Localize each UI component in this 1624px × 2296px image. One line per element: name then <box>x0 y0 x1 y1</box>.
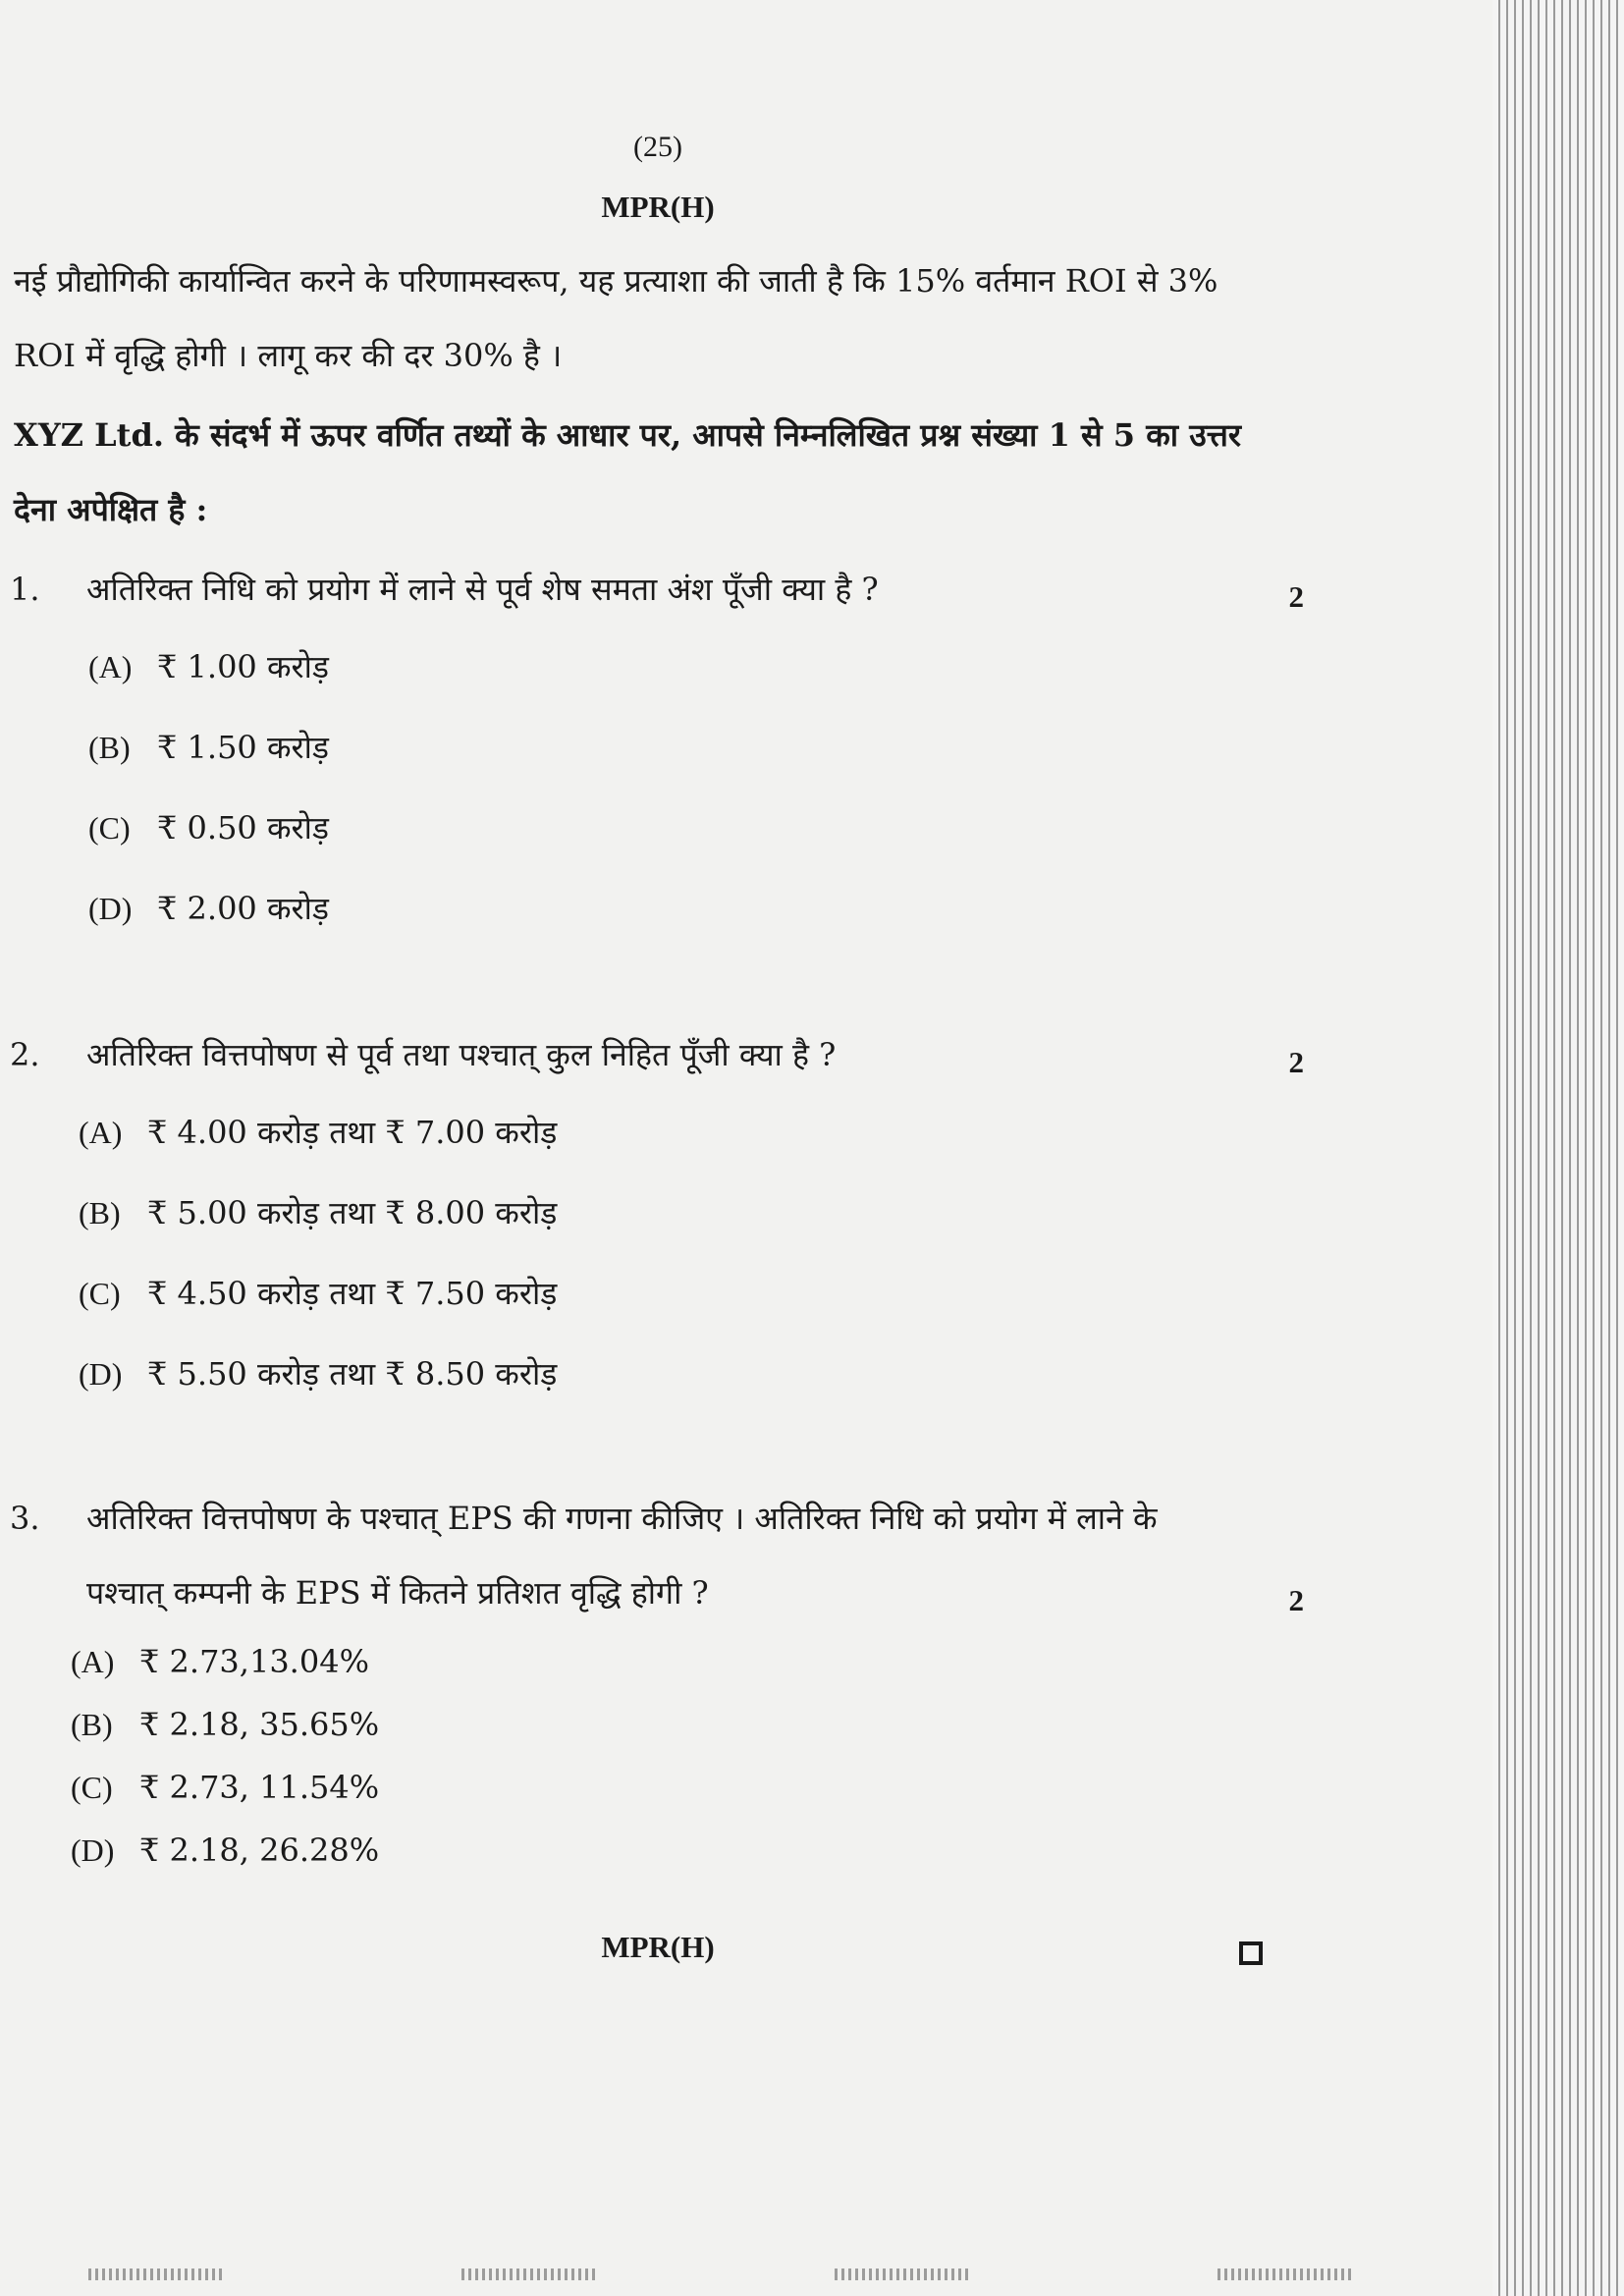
instruction-paragraph: XYZ Ltd. के संदर्भ में ऊपर वर्णित तथ्यों के आधार पर, आपसे निम्नलिखित प्रश्न संख्या 1 से 5 का उत्तर देना अपेक्षित है : <box>14 416 1241 528</box>
option-c <box>71 1756 1316 1819</box>
option-letter: (D) <box>71 1832 115 1868</box>
page-number: (25) <box>633 131 682 163</box>
option-d <box>71 1819 1316 1882</box>
marks-label: 2 <box>1288 1583 1304 1617</box>
question-2 <box>10 1017 1316 1414</box>
option-d <box>88 868 1316 949</box>
option-letter: (B) <box>88 730 131 765</box>
option-b <box>71 1693 1316 1756</box>
option-letter: (C) <box>88 810 131 846</box>
question-text: अतिरिक्त वित्तपोषण के पश्चात् EPS की गणना कीजिए । अतिरिक्त निधि को प्रयोग में लाने के पश्चात् कम्पनी के EPS में कितने प्रतिशत वृद्धि होगी ? <box>86 1500 1158 1612</box>
option-a <box>79 1092 1316 1173</box>
option-letter: (A) <box>88 649 133 684</box>
question-3 <box>10 1481 1316 1882</box>
option-text: ₹ 5.50 करोड़ तथा ₹ 8.50 करोड़ <box>147 1355 558 1393</box>
question-number: 2. <box>10 1036 40 1073</box>
option-a <box>88 627 1316 707</box>
scan-artifact <box>88 2269 226 2280</box>
scanner-edge <box>1492 0 1624 2296</box>
option-letter: (C) <box>71 1770 113 1805</box>
option-letter: (D) <box>88 891 133 926</box>
option-letter: (B) <box>71 1707 113 1742</box>
option-c <box>88 788 1316 868</box>
option-text: ₹ 2.73,13.04% <box>139 1643 369 1680</box>
option-text: ₹ 1.50 करोड़ <box>157 729 330 766</box>
marks-label: 2 <box>1288 579 1304 614</box>
question-number: 1. <box>10 571 40 608</box>
option-letter: (A) <box>79 1115 123 1150</box>
scan-artifact <box>461 2269 599 2280</box>
option-text: ₹ 2.18, 35.65% <box>139 1706 380 1743</box>
question-text: अतिरिक्त निधि को प्रयोग में लाने से पूर्व शेष समता अंश पूँजी क्या है ? <box>86 571 879 608</box>
option-b <box>79 1173 1316 1253</box>
options-list <box>10 627 1316 949</box>
question-stem <box>10 552 1316 627</box>
option-text: ₹ 2.18, 26.28% <box>139 1831 380 1869</box>
question-1 <box>10 552 1316 949</box>
option-letter: (C) <box>79 1276 121 1311</box>
scan-artifact <box>1218 2269 1355 2280</box>
option-text: ₹ 4.00 करोड़ तथा ₹ 7.00 करोड़ <box>147 1114 558 1151</box>
option-b <box>88 707 1316 788</box>
question-text: अतिरिक्त वित्तपोषण से पूर्व तथा पश्चात् कुल निहित पूँजी क्या है ? <box>86 1036 837 1073</box>
question-stem <box>10 1481 1316 1630</box>
options-list <box>10 1630 1316 1882</box>
option-text: ₹ 5.00 करोड़ तथा ₹ 8.00 करोड़ <box>147 1194 558 1231</box>
option-text: ₹ 2.00 करोड़ <box>157 890 330 927</box>
intro-paragraph: नई प्रौद्योगिकी कार्यान्वित करने के परिणामस्वरूप, यह प्रत्याशा की जाती है कि 15% वर्तमान ROI से 3% ROI में वृद्धि होगी । लागू कर की दर 30% है । <box>14 262 1218 374</box>
paper-code-footer: MPR(H) <box>601 1930 715 1964</box>
option-text: ₹ 2.73, 11.54% <box>139 1769 380 1806</box>
option-text: ₹ 1.00 करोड़ <box>157 648 330 685</box>
paper-code-header: MPR(H) <box>601 190 715 224</box>
option-letter: (A) <box>71 1644 115 1679</box>
option-c <box>79 1253 1316 1334</box>
marks-label: 2 <box>1288 1045 1304 1079</box>
option-text: ₹ 0.50 करोड़ <box>157 809 330 847</box>
option-d <box>79 1334 1316 1414</box>
question-stem <box>10 1017 1316 1092</box>
option-letter: (D) <box>79 1356 123 1392</box>
square-end-icon <box>1239 1941 1263 1965</box>
option-text: ₹ 4.50 करोड़ तथा ₹ 7.50 करोड़ <box>147 1275 558 1312</box>
option-letter: (B) <box>79 1195 121 1230</box>
option-a <box>71 1630 1316 1693</box>
question-number: 3. <box>10 1500 40 1537</box>
scan-artifact <box>835 2269 972 2280</box>
options-list <box>10 1092 1316 1414</box>
